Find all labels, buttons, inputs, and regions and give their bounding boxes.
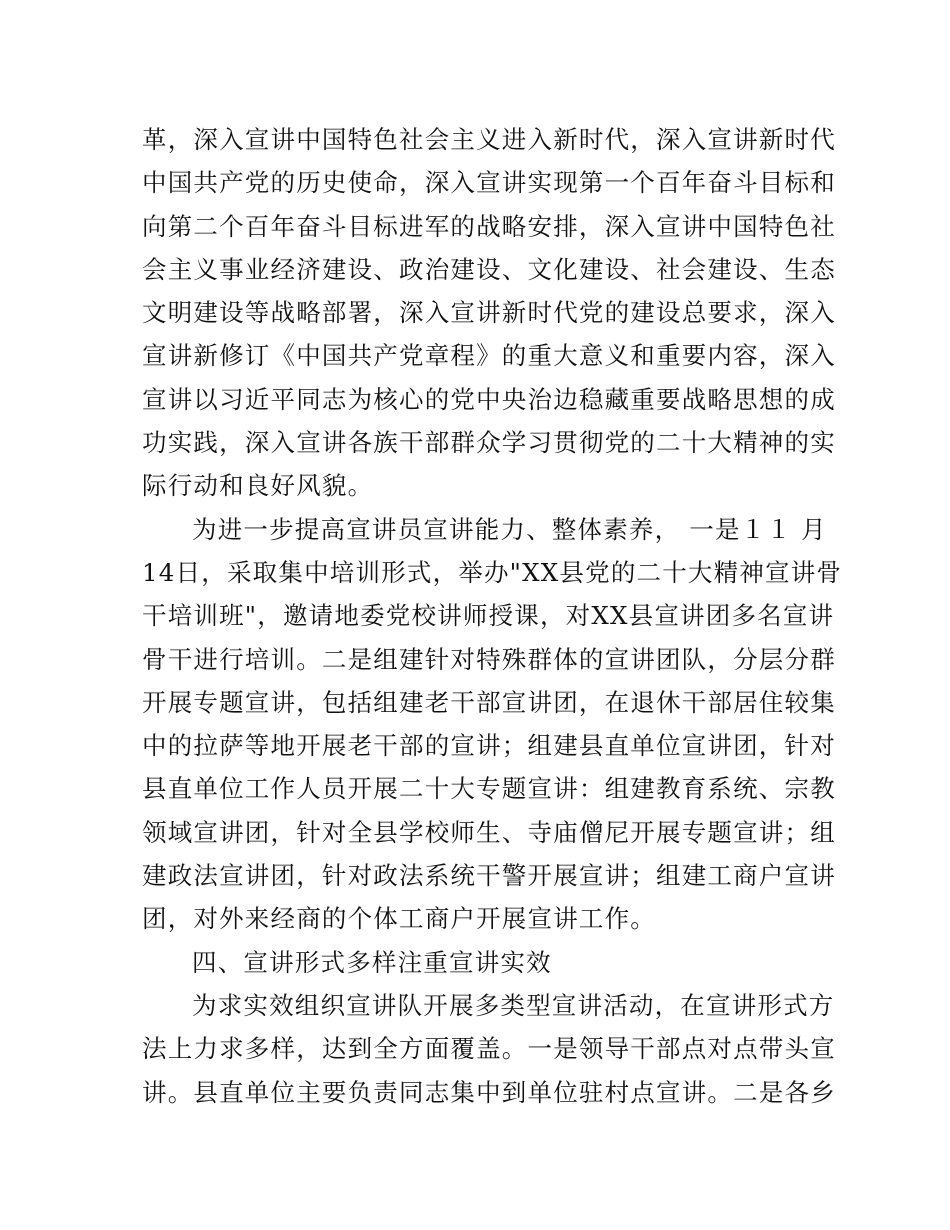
- paragraph-core-content: [142, 118, 836, 508]
- text-line: 开展专题宣讲，包括组建老干部宣讲团，在退休干部居住较集: [142, 687, 836, 717]
- text-line: 骨干进行培训。二是组建针对特殊群体的宣讲团队，分层分群: [142, 644, 836, 674]
- text-line-first: 为求实效组织宣讲队开展多类型宣讲活动，在宣讲形式方: [192, 990, 835, 1020]
- text-line: 革，深入宣讲中国特色社会主义进入新时代，深入宣讲新时代: [142, 125, 836, 154]
- text-line: 建政法宣讲团，针对政法系统干警开展宣讲；组建工商户宣讲: [142, 861, 836, 891]
- text-line: 际行动和良好风貌。: [142, 471, 374, 501]
- text-line: 功实践，深入宣讲各族干部群众学习贯彻党的二十大精神的实: [142, 428, 836, 458]
- section-heading: [142, 941, 814, 984]
- text-line: 14日，采取集中培训形式，举办"XX县党的二十大精神宣讲骨: [142, 557, 843, 587]
- text-line: 宣讲新修订《中国共产党章程》的重大意义和重要内容，深入: [142, 341, 836, 371]
- text-line: 中国共产党的历史使命，深入宣讲实现第一个百年奋斗目标和: [142, 168, 836, 198]
- text-line: 中的拉萨等地开展老干部的宣讲；组建县直单位宣讲团，针对: [142, 731, 836, 761]
- text-line: 领域宣讲团，针对全县学校师生、寺庙僧尼开展专题宣讲；组: [142, 817, 836, 847]
- text-line: 法上力求多样，达到全方面覆盖。一是领导干部点对点带头宣: [142, 1034, 836, 1064]
- paragraph-forms: [142, 984, 836, 1114]
- text-line: 会主义事业经济建设、政治建设、文化建设、社会建设、生态: [142, 254, 836, 284]
- text-line: 县直单位工作人员开展二十大专题宣讲：组建教育系统、宗教: [142, 774, 836, 804]
- text-line: 讲。县直单位主要负责同志集中到单位驻村点宣讲。二是各乡: [142, 1077, 836, 1107]
- paragraph-training: [142, 508, 843, 941]
- text-line: 宣讲以习近平同志为核心的党中央治边稳藏重要战略思想的成: [142, 384, 836, 414]
- text-line: 文明建设等战略部署，深入宣讲新时代党的建设总要求，深入: [142, 298, 836, 328]
- text-line-first: 为进一步提高宣讲员宣讲能力、整体素养， 一是１１ 月: [192, 514, 827, 544]
- text-line: 干培训班"，邀请地委党校讲师授课，对XX县宣讲团多名宣讲: [142, 601, 835, 631]
- document-body: [142, 118, 843, 1114]
- section-heading-text: 四、宣讲形式多样注重宣讲实效: [192, 947, 552, 977]
- text-line: 向第二个百年奋斗目标进军的战略安排，深入宣讲中国特色社: [142, 211, 836, 241]
- text-line: 团，对外来经商的个体工商户开展宣讲工作。: [142, 904, 656, 934]
